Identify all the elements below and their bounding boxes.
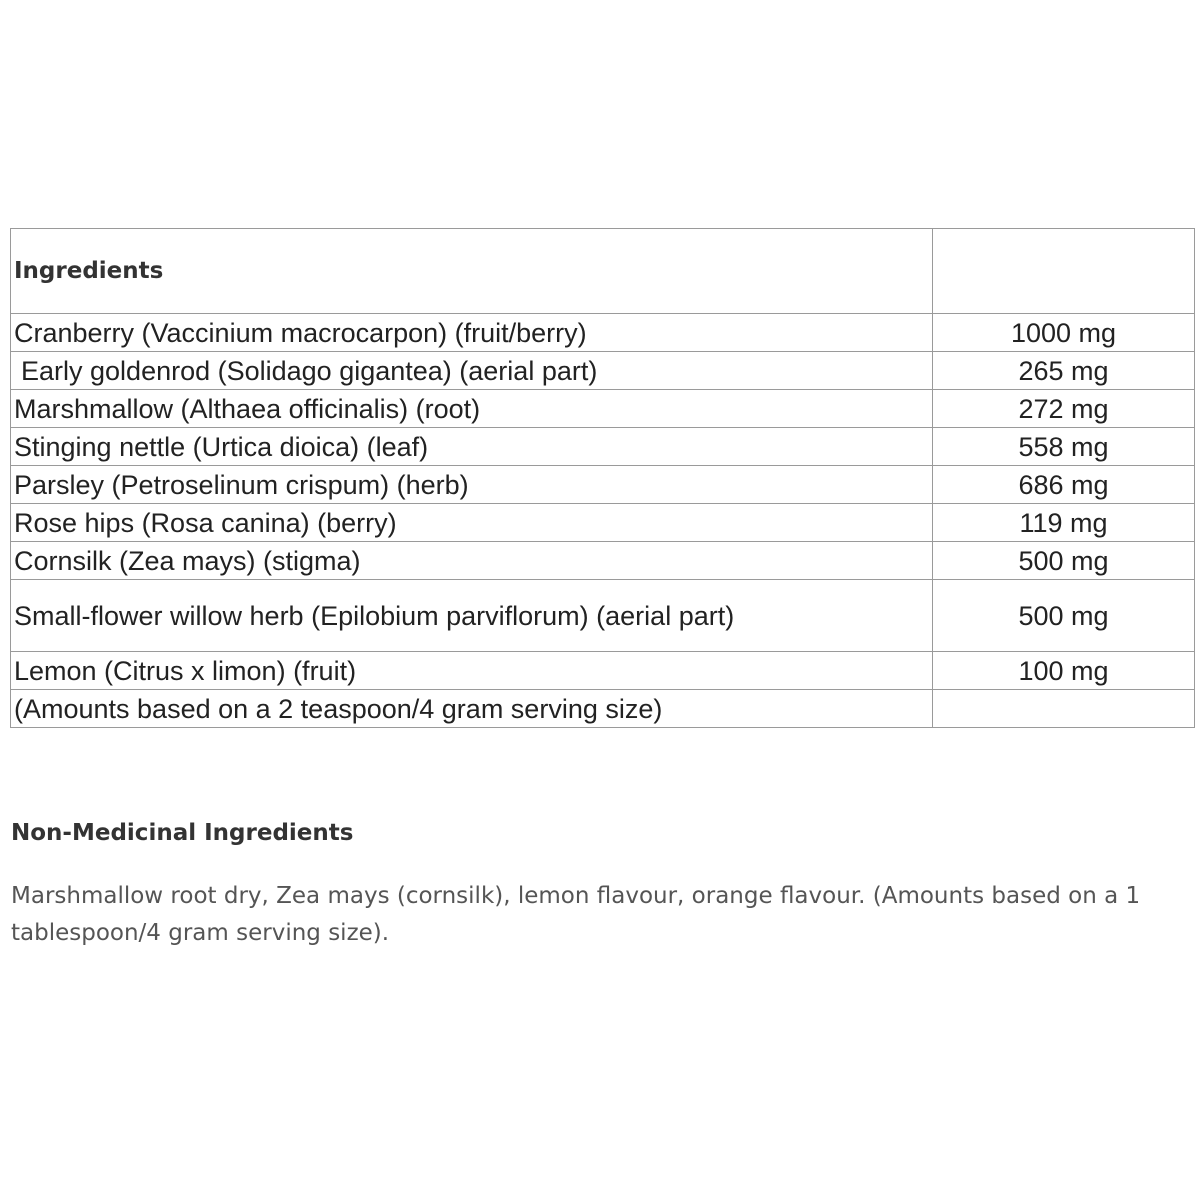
table-row xyxy=(11,690,1195,728)
ingredient-amount: 265 mg xyxy=(933,352,1195,390)
table-row xyxy=(11,542,1195,580)
ingredient-amount: 272 mg xyxy=(933,390,1195,428)
ingredient-name: Lemon (Citrus x limon) (fruit) xyxy=(11,652,933,690)
serving-size-note: (Amounts based on a 2 teaspoon/4 gram serving size) xyxy=(11,690,933,728)
table-header-row xyxy=(11,229,1195,314)
ingredients-table xyxy=(10,228,1195,728)
ingredient-name: Early goldenrod (Solidago gigantea) (aerial part) xyxy=(11,352,933,390)
ingredient-name: Small-flower willow herb (Epilobium parviflorum) (aerial part) xyxy=(11,580,933,652)
ingredient-name: Cranberry (Vaccinium macrocarpon) (fruit/berry) xyxy=(11,314,933,352)
ingredient-name: Cornsilk (Zea mays) (stigma) xyxy=(11,542,933,580)
ingredient-name: Rose hips (Rosa canina) (berry) xyxy=(11,504,933,542)
ingredient-name: Stinging nettle (Urtica dioica) (leaf) xyxy=(11,428,933,466)
ingredient-name: Marshmallow (Althaea officinalis) (root) xyxy=(11,390,933,428)
table-row xyxy=(11,652,1195,690)
amount-header xyxy=(933,229,1195,314)
table-row xyxy=(11,466,1195,504)
ingredients-header: Ingredients xyxy=(11,229,933,314)
ingredient-amount: 500 mg xyxy=(933,580,1195,652)
ingredient-amount: 100 mg xyxy=(933,652,1195,690)
ingredient-amount: 558 mg xyxy=(933,428,1195,466)
table-row xyxy=(11,314,1195,352)
ingredient-amount: 1000 mg xyxy=(933,314,1195,352)
ingredient-amount: 119 mg xyxy=(933,504,1195,542)
table-row xyxy=(11,580,1195,652)
ingredient-name: Parsley (Petroselinum crispum) (herb) xyxy=(11,466,933,504)
table-row xyxy=(11,352,1195,390)
ingredient-amount xyxy=(933,690,1195,728)
non-medicinal-text: Marshmallow root dry, Zea mays (cornsilk), lemon flavour, orange flavour. (Amounts based on a 1 tablespoon/4 gram serving size). xyxy=(11,883,1141,946)
ingredient-amount: 500 mg xyxy=(933,542,1195,580)
non-medicinal-heading: Non-Medicinal Ingredients xyxy=(11,820,354,846)
ingredient-amount: 686 mg xyxy=(933,466,1195,504)
table-row xyxy=(11,428,1195,466)
table-row xyxy=(11,390,1195,428)
table-row xyxy=(11,504,1195,542)
